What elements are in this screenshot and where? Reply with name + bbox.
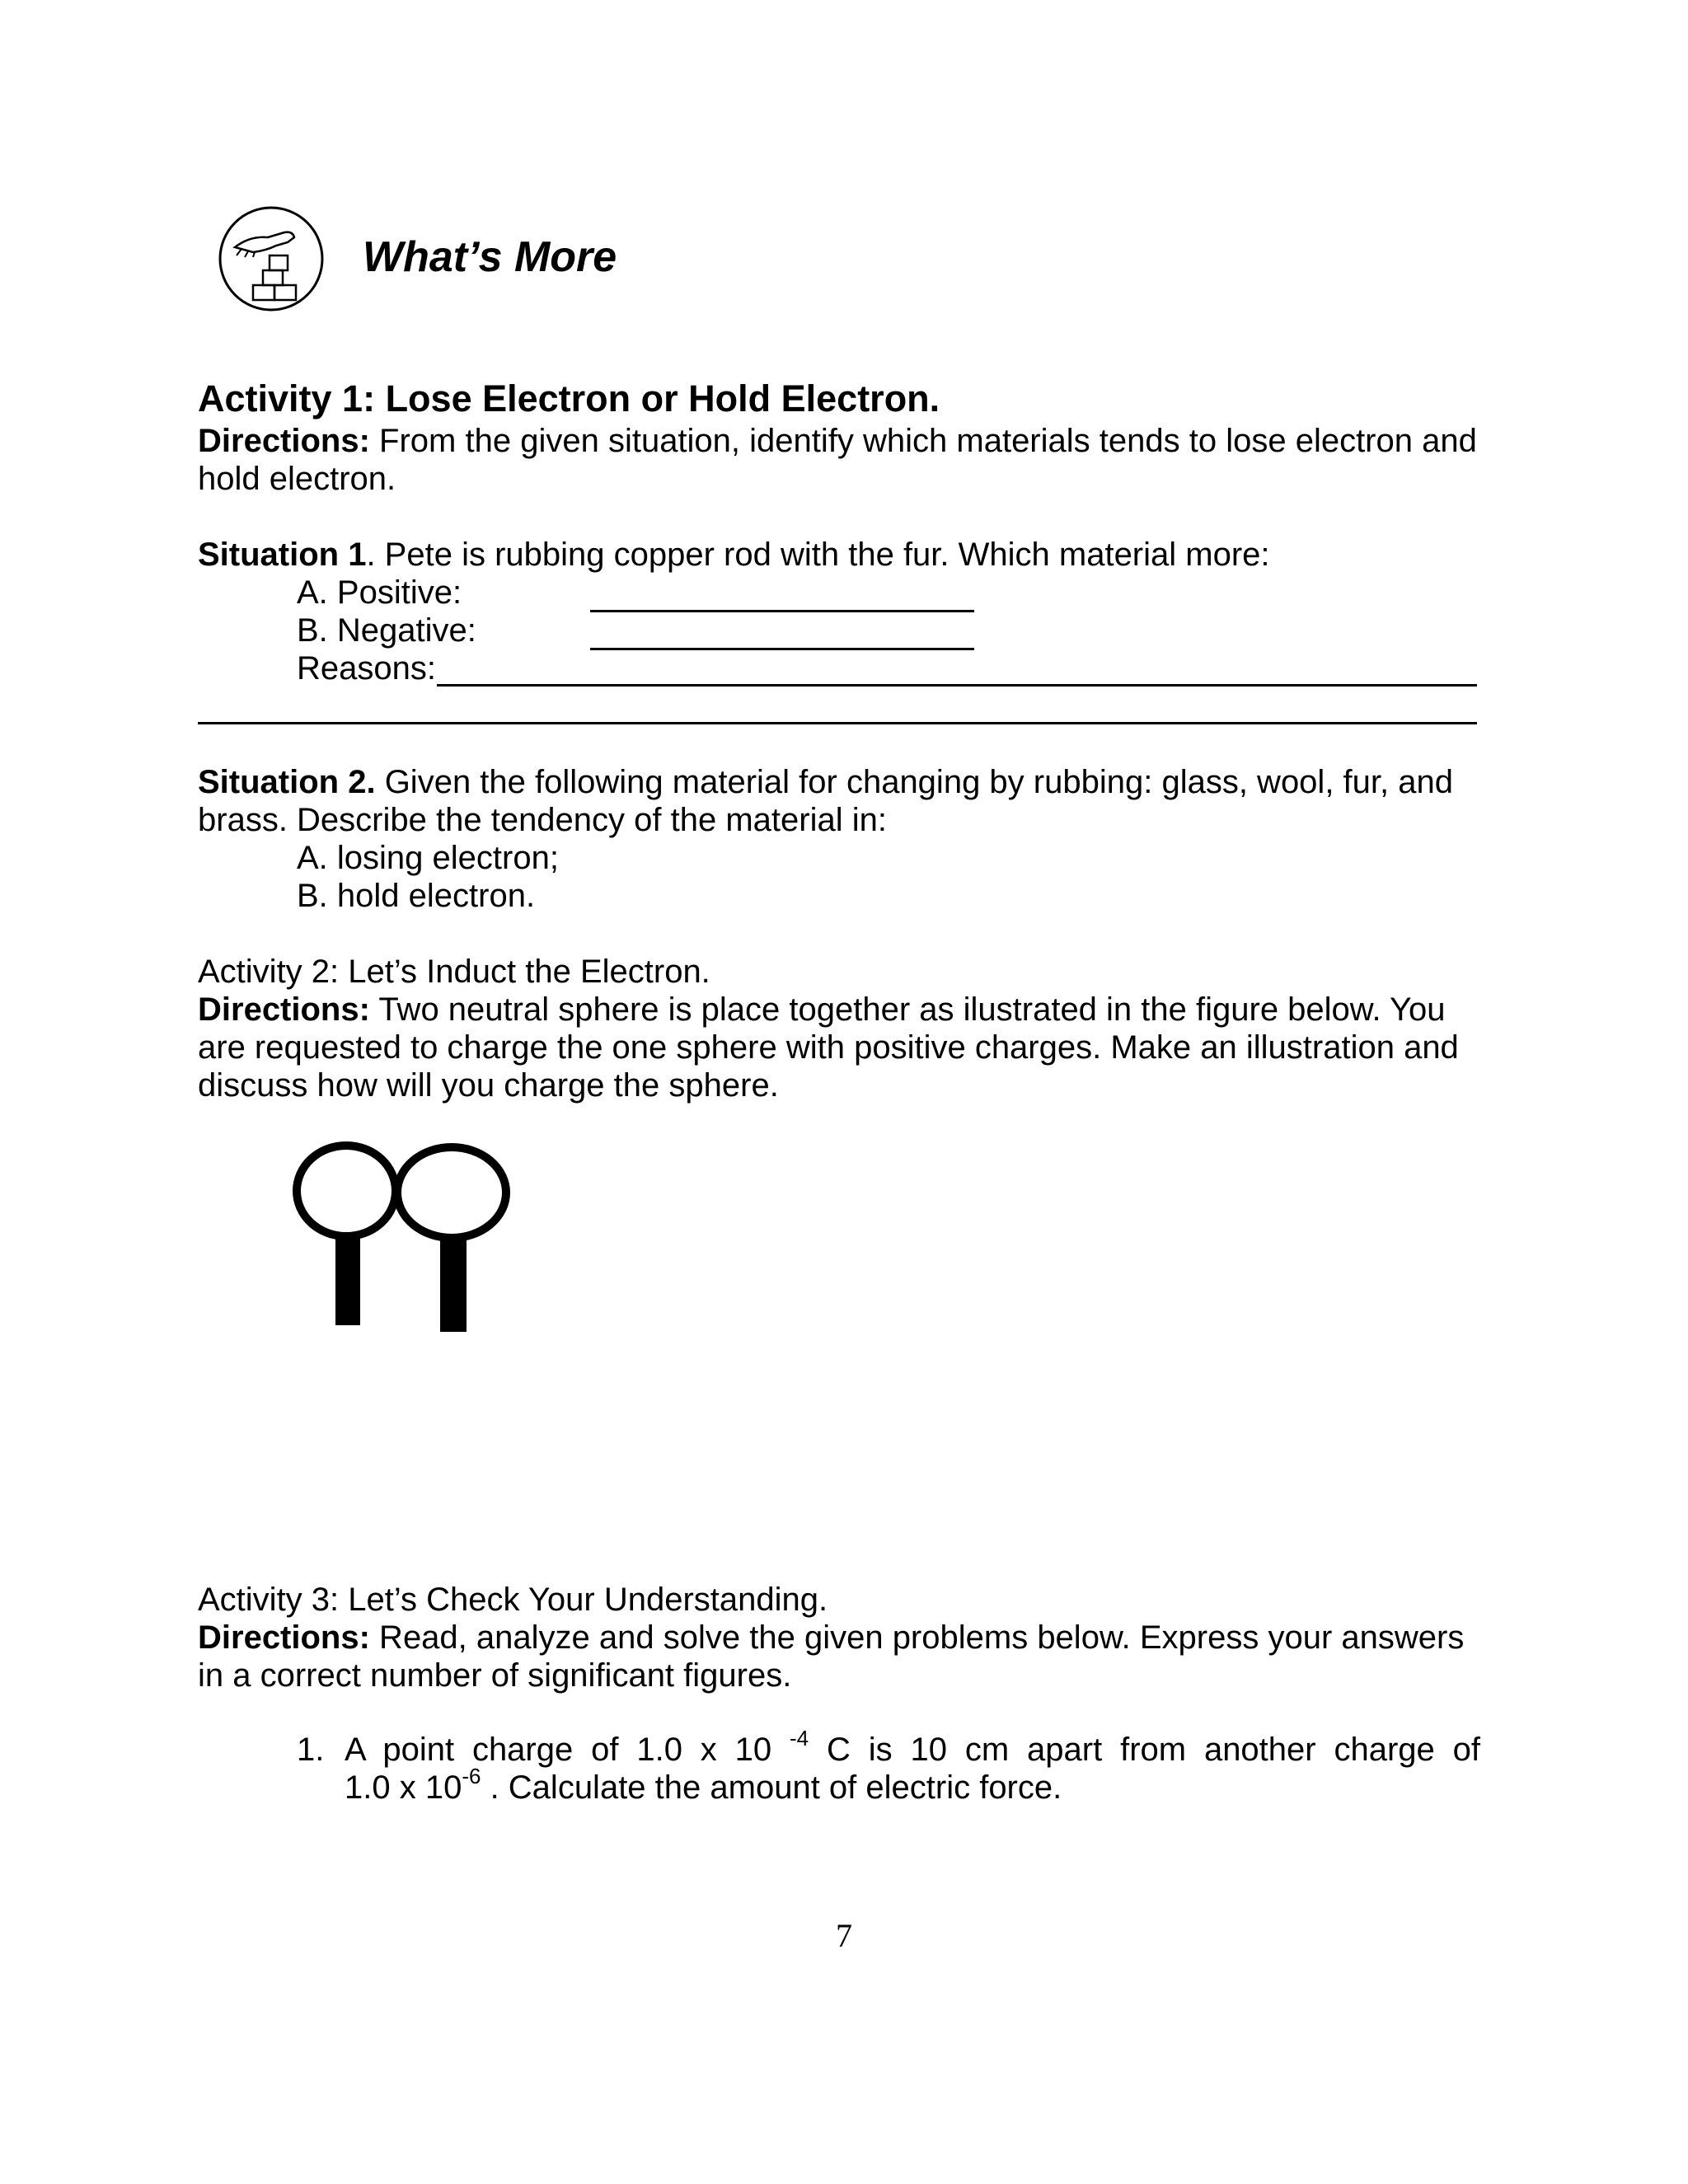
activity2-title: Activity 2: Let’s Induct the Electron.	[198, 954, 710, 990]
situation2-item-a: A. losing electron;	[297, 840, 559, 876]
situation2-item-b: B. hold electron.	[297, 878, 536, 914]
left-sphere	[297, 1146, 396, 1236]
activity1-directions-line2: hold electron.	[198, 461, 396, 497]
left-sphere-stand	[335, 1239, 360, 1325]
page-number: 7	[836, 1917, 852, 1954]
reasons-label: Reasons:	[297, 650, 436, 687]
activity3-directions-line2: in a correct number of significant figures.	[198, 1657, 792, 1694]
reasons-answer-blank[interactable]	[437, 684, 1477, 687]
problem1-line1	[345, 1725, 1480, 1769]
activity3-title: Activity 3: Let’s Check Your Understanding.	[198, 1582, 828, 1618]
situation1-text: . Pete is rubbing copper rod with the fur. Which material more:	[366, 537, 1270, 573]
problem1-exponent1: -4	[790, 1725, 809, 1750]
reasons-answer-line-2[interactable]	[198, 722, 1477, 724]
section-title: What’s More	[363, 233, 617, 281]
situation2-text: Given the following material for changing by rubbing: glass, wool, fur, and	[375, 764, 1453, 800]
problem1-text-part2: C is 10 cm apart from another charge of	[809, 1732, 1480, 1768]
directions-text: From the given situation, identify which materials tends to lose electron and	[369, 423, 1477, 459]
right-sphere	[397, 1147, 506, 1238]
activity1-directions-line1	[198, 422, 1477, 460]
problem1-number: 1.	[297, 1732, 325, 1768]
directions-text: Read, analyze and solve the given problems below. Express your answers	[369, 1619, 1465, 1656]
situation2-label: Situation 2.	[198, 764, 376, 800]
situation1-item-b: B. Negative:	[297, 612, 476, 649]
problem1-exponent2: -6	[462, 1763, 481, 1788]
problem1-text-part1: A point charge of 1.0 x 10	[345, 1732, 790, 1768]
situation2-prompt-line1	[198, 763, 1453, 801]
problem1-text-part3: 1.0 x 10	[345, 1769, 462, 1806]
directions-label: Directions:	[198, 991, 370, 1028]
activity2-directions-line3: discuss how will you charge the sphere.	[198, 1067, 779, 1104]
hand-stacking-blocks-icon	[217, 204, 326, 313]
problem1-text-part4: . Calculate the amount of electric force.	[481, 1769, 1062, 1806]
two-spheres-figure	[288, 1141, 519, 1339]
situation1-prompt	[198, 536, 1270, 574]
activity2-directions-line1	[198, 991, 1446, 1029]
right-sphere-stand	[440, 1239, 467, 1332]
negative-answer-blank[interactable]	[590, 648, 974, 650]
directions-label: Directions:	[198, 423, 370, 459]
directions-text: Two neutral sphere is place together as ilustrated in the figure below. You	[369, 991, 1446, 1028]
situation2-prompt-line2: brass. Describe the tendency of the material in:	[198, 802, 887, 838]
activity2-directions-line2: are requested to charge the one sphere with positive charges. Make an illustration and	[198, 1029, 1459, 1066]
positive-answer-blank[interactable]	[590, 610, 974, 612]
problem1-line2	[345, 1763, 1062, 1807]
directions-label: Directions:	[198, 1619, 370, 1656]
activity1-title: Activity 1: Lose Electron or Hold Electron.	[198, 377, 940, 419]
situation1-item-a: A. Positive:	[297, 574, 462, 611]
activity3-directions-line1	[198, 1619, 1464, 1657]
situation1-label: Situation 1	[198, 537, 367, 573]
